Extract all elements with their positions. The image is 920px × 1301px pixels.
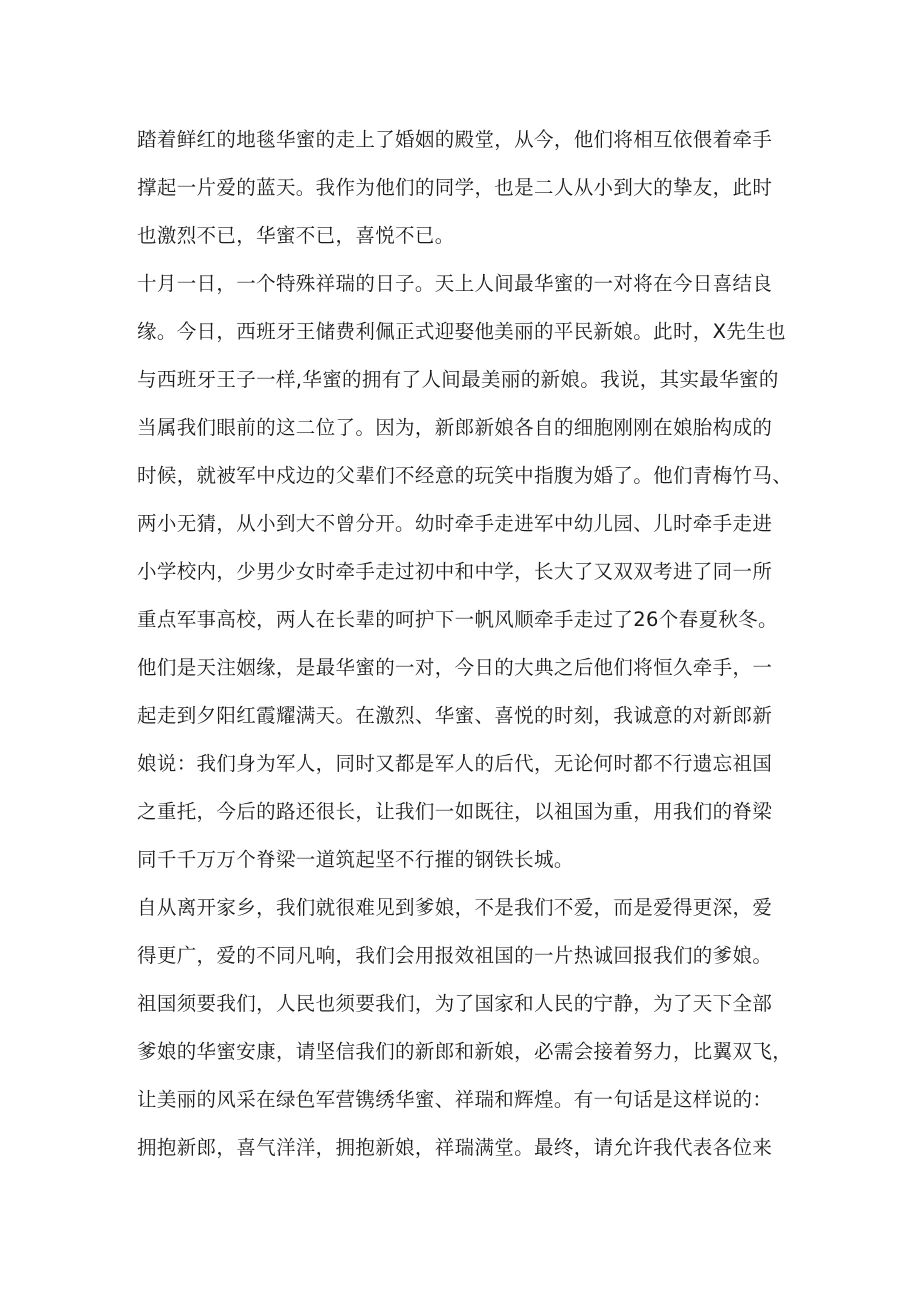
text-line: 缘。今日，西班牙王储费利佩正式迎娶他美丽的平民新娘。此时，X先生也 [137, 320, 786, 343]
text-line: 与西班牙王子一样,华蜜的拥有了人间最美丽的新娘。我说，其实最华蜜的 [137, 368, 779, 391]
text-line: 十月一日，一个特殊祥瑞的日子。天上人间最华蜜的一对将在今日喜结良 [137, 272, 773, 295]
text-line: 让美丽的风采在绿色军营镌绣华蜜、祥瑞和辉煌。有一句话是这样说的： [137, 1088, 773, 1111]
text-line: 拥抱新郎，喜气洋洋，拥抱新娘，祥瑞满堂。最终，请允许我代表各位来 [137, 1136, 773, 1159]
text-line: 娘说：我们身为军人，同时又都是军人的后代，无论何时都不行遗忘祖国 [137, 752, 773, 775]
text-line: 他们是天注姻缘，是最华蜜的一对，今日的大典之后他们将恒久牵手，一 [137, 656, 773, 679]
text-line: 祖国须要我们，人民也须要我们，为了国家和人民的宁静，为了天下全部 [137, 992, 773, 1015]
text-line: 时候，就被军中戍边的父辈们不经意的玩笑中指腹为婚了。他们青梅竹马、 [137, 464, 793, 487]
text-line: 撑起一片爱的蓝天。我作为他们的同学，也是二人从小到大的挚友，此时 [137, 176, 773, 199]
text-line: 小学校内，少男少女时牵手走过初中和中学，长大了又双双考进了同一所 [137, 560, 773, 583]
text-line: 重点军事高校，两人在长辈的呵护下一帆风顺牵手走过了26个春夏秋冬。 [137, 608, 778, 631]
text-line: 起走到夕阳红霞耀满天。在激烈、华蜜、喜悦的时刻，我诚意的对新郎新 [137, 704, 773, 727]
text-line: 也激烈不已，华蜜不已，喜悦不已。 [137, 224, 455, 247]
text-line: 当属我们眼前的这二位了。因为，新郎新娘各自的细胞刚刚在娘胎构成的 [137, 416, 773, 439]
text-line: 自从离开家乡，我们就很难见到爹娘，不是我们不爱，而是爱得更深，爱 [137, 896, 773, 919]
text-line: 爹娘的华蜜安康，请坚信我们的新郎和新娘，必需会接着努力，比翼双飞， [137, 1040, 793, 1063]
text-line: 踏着鲜红的地毯华蜜的走上了婚姻的殿堂，从今，他们将相互依偎着牵手 [137, 128, 773, 151]
text-line: 得更广，爱的不同凡响，我们会用报效祖国的一片热诚回报我们的爹娘。 [137, 944, 773, 967]
text-line: 同千千万万个脊梁一道筑起坚不行摧的钢铁长城。 [137, 848, 574, 871]
text-line: 两小无猜，从小到大不曾分开。幼时牵手走进军中幼儿园、儿时牵手走进 [137, 512, 773, 535]
text-line: 之重托，今后的路还很长，让我们一如既往，以祖国为重，用我们的脊梁 [137, 800, 773, 823]
speech-text [137, 116, 797, 1172]
